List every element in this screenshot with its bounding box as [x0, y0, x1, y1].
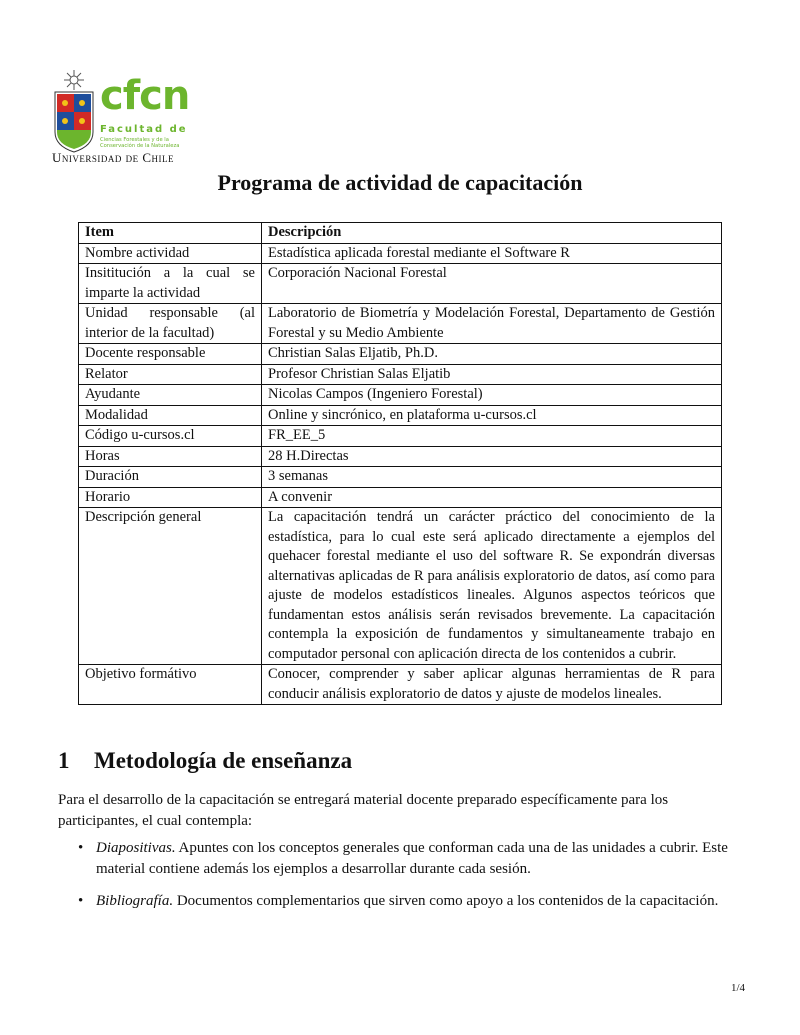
- row-item: Ayudante: [79, 385, 262, 406]
- logo-faculty: Facultad de: [100, 124, 188, 135]
- row-description: La capacitación tendrá un carácter práctico del conocimiento de la estadística, para lo cual este será aplicado directamente a ejemplos del quehacer forestal mediante el uso del software R. Se expondrán diversas alternativas aplicadas de R para análisis exploratorio de datos, así como para ajuste de modelos estadísticos lineales. Algunos aspectos teóricos que fundamentan estos análisis serán revisados brevemente. La capacitación contempla la exposición de fundamentos y simultaneamente trabajo en computador personal con aplicación directa de los contenidos a cubrir.: [262, 508, 722, 665]
- row-item: Horario: [79, 487, 262, 508]
- table-row: [79, 487, 722, 508]
- table-row: [79, 264, 722, 304]
- section-number: 1: [58, 748, 70, 773]
- row-description: Christian Salas Eljatib, Ph.D.: [262, 344, 722, 365]
- row-description: 28 H.Directas: [262, 446, 722, 467]
- logo-subtitle-line: Ciencias Forestales y de la: [100, 137, 169, 143]
- university-name: Universidad de Chile: [52, 150, 175, 165]
- row-description: Profesor Christian Salas Eljatib: [262, 364, 722, 385]
- table-row: [79, 446, 722, 467]
- table-row: [79, 467, 722, 488]
- row-description: FR_EE_5: [262, 426, 722, 447]
- section-heading: [58, 748, 352, 774]
- row-item: Modalidad: [79, 405, 262, 426]
- row-item: Docente responsable: [79, 344, 262, 365]
- table-row: [79, 665, 722, 705]
- logo-subtitle-line: Conservación de la Naturaleza: [100, 143, 180, 149]
- section-intro: Para el desarrollo de la capacitación se entregará material docente preparado específicamente para los participantes, el cual contempla:: [58, 792, 669, 829]
- table-row: [79, 426, 722, 447]
- table-row: [79, 364, 722, 385]
- activity-table: [78, 222, 722, 705]
- row-item: Relator: [79, 364, 262, 385]
- list-item-term: Diapositivas.: [96, 840, 176, 856]
- page-number: 1/4: [730, 982, 745, 994]
- list-item-term: Bibliografía.: [96, 893, 174, 909]
- table-row: [79, 405, 722, 426]
- table-row: [79, 304, 722, 344]
- table-row: [79, 344, 722, 365]
- bullet-icon: •: [78, 893, 84, 909]
- logo-acronym: cfcn: [100, 73, 190, 119]
- row-item: Objetivo formátivo: [79, 665, 262, 705]
- row-description: 3 semanas: [262, 467, 722, 488]
- list-item-text: Apuntes con los conceptos generales que conforman cada una de las unidades a cubrir. Este material contiene además los ejemplos a desarrollar durante cada sesión.: [96, 840, 728, 877]
- row-description: Online y sincrónico, en plataforma u-cursos.cl: [262, 405, 722, 426]
- row-description: Nicolas Campos (Ingeniero Forestal): [262, 385, 722, 406]
- list-item: [58, 891, 738, 912]
- header-item: Item: [79, 223, 262, 244]
- list-item: [58, 838, 738, 880]
- row-item: Código u-cursos.cl: [79, 426, 262, 447]
- row-item: Descripción general: [79, 508, 262, 665]
- row-description: Corporación Nacional Forestal: [262, 264, 722, 304]
- row-item: Insititución a la cual se imparte la actividad: [79, 264, 262, 304]
- page-title: Programa de actividad de capacitación: [217, 170, 583, 195]
- row-description: Laboratorio de Biometría y Modelación Forestal, Departamento de Gestión Forestal y su Medio Ambiente: [262, 304, 722, 344]
- logo-subtitle: [100, 137, 200, 149]
- list-item-text: Documentos complementarios que sirven como apoyo a los contenidos de la capacitación.: [173, 893, 719, 909]
- row-item: Duración: [79, 467, 262, 488]
- table-row: [79, 385, 722, 406]
- row-description: Estadística aplicada forestal mediante el Software R: [262, 243, 722, 264]
- row-item: Horas: [79, 446, 262, 467]
- table-row: [79, 243, 722, 264]
- table-row: [79, 508, 722, 665]
- header-description: Descripción: [262, 223, 722, 244]
- materials-list: [58, 838, 738, 923]
- section-title: Metodología de enseñanza: [94, 748, 353, 773]
- bullet-icon: •: [78, 840, 84, 856]
- row-item: Nombre actividad: [79, 243, 262, 264]
- row-description: Conocer, comprender y saber aplicar algunas herramientas de R para conducir análisis exploratorio de datos y ajuste de modelos lineales.: [262, 665, 722, 705]
- row-item: Unidad responsable (al interior de la facultad): [79, 304, 262, 344]
- row-description: A convenir: [262, 487, 722, 508]
- table-header-row: [79, 223, 722, 244]
